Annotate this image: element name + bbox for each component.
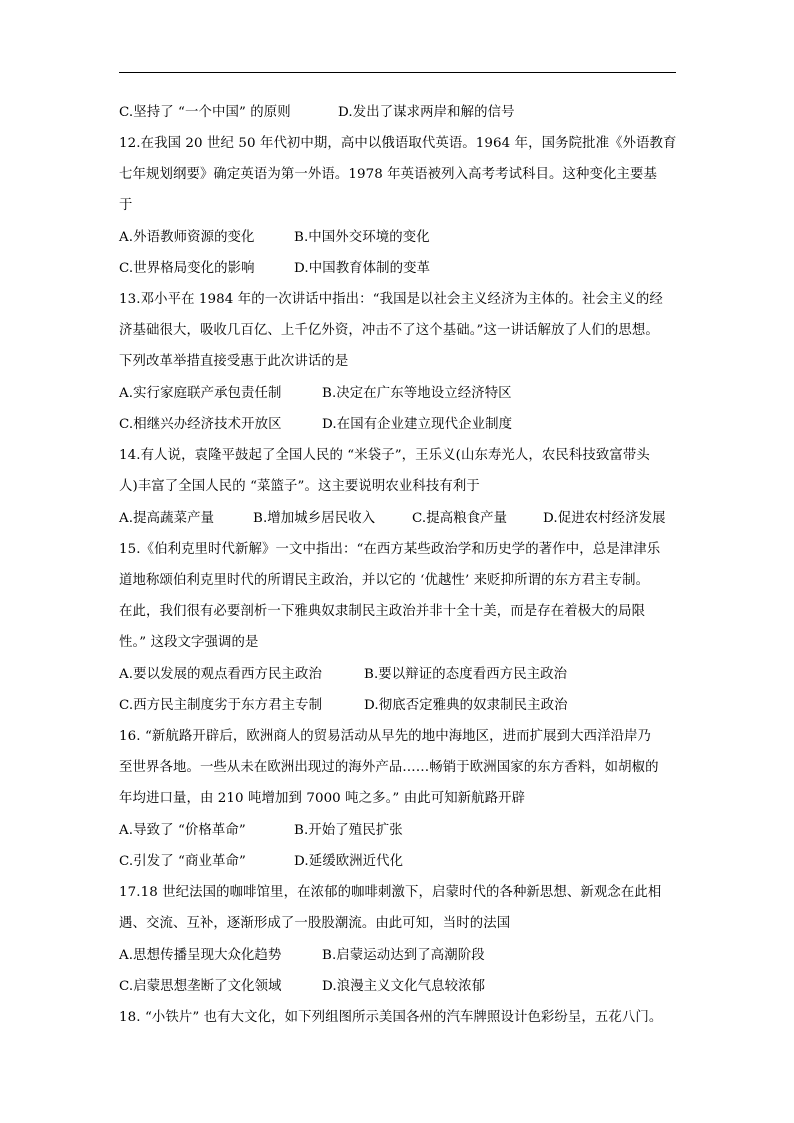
q13-stem-line-1: 13.邓小平在 1984 年的一次讲话中指出：“我国是以社会主义经济为主体的。社会主义的经 [119,292,663,307]
q14-option-b: B.增加城乡居民收入 [253,511,376,526]
q16-stem-line-3: 年均进口量，由 210 吨增加到 7000 吨之多。” 由此可知新航路开辟 [119,791,526,806]
q16-options-cd [119,854,679,870]
q12-stem-line-3: 于 [119,198,133,213]
q13-stem-line-3: 下列改革举措直接受惠于此次讲话的是 [119,354,349,369]
q14-options [119,511,679,527]
q14-option-d: D.促进农村经济发展 [543,511,666,526]
q15-option-c: C.西方民主制度劣于东方君主专制 [119,698,323,713]
q11-options-cd [119,105,679,121]
q15-stem-line-1: 15.《伯利克里时代新解》一文中指出：“在西方某些政治学和历史学的著作中，总是津津乐 [119,542,661,557]
q15-stem-line-4: 性。” 这段文字强调的是 [119,635,259,650]
q12-options-cd [119,261,679,277]
q12-stem-line-1: 12.在我国 20 世纪 50 年代初中期，高中以俄语取代英语。1964 年，国务院批准《外语教育 [119,136,677,151]
q18-stem-line-1: 18. “小铁片” 也有大文化，如下列组图所示美国各州的汽车牌照设计色彩纷呈，五花八门。 [119,1010,663,1025]
q17-option-d: D.浪漫主义文化气息较浓郁 [322,979,486,994]
q15-option-a: A.要以发展的观点看西方民主政治 [119,667,322,682]
q16-option-a: A.导致了 “价格革命” [119,823,246,838]
q17-options-ab [119,948,679,964]
q17-option-b: B.启蒙运动达到了高潮阶段 [322,948,485,963]
q12-option-b: B.中国外交环境的变化 [294,230,430,245]
q14-option-a: A.提高蔬菜产量 [119,511,215,526]
q15-options-cd [119,698,679,714]
q13-option-d: D.在国有企业建立现代企业制度 [322,417,513,432]
q12-option-d: D.中国教育体制的变革 [294,261,431,276]
q17-stem-line-1: 17.18 世纪法国的咖啡馆里，在浓郁的咖啡刺激下，启蒙时代的各种新思想、新观念在此相 [119,885,662,900]
q17-options-cd [119,979,679,995]
q16-stem-line-2: 至世界各地。一些从未在欧洲出现过的海外产品……畅销于欧洲国家的东方香料，如胡椒的 [119,760,659,775]
q16-options-ab [119,823,679,839]
q14-stem-line-2: 人)丰富了全国人民的 “菜篮子”。这主要说明农业科技有利于 [119,479,480,494]
q15-stem-line-3: 在此，我们很有必要剖析一下雅典奴隶制民主政治并非十全十美，而是存在着极大的局限 [119,604,646,619]
q14-stem-line-1: 14.有人说，袁隆平鼓起了全国人民的 “米袋子”，王乐义(山东寿光人，农民科技致富带头 [119,448,650,463]
q14-option-c: C.提高粮食产量 [412,511,508,526]
header-rule [119,72,676,73]
q16-option-c: C.引发了 “商业革命” [119,854,246,869]
q13-option-a: A.实行家庭联产承包责任制 [119,386,282,401]
q13-stem-line-2: 济基础很大，吸收几百亿、上千亿外资，冲击不了这个基础。”这一讲话解放了人们的思想。 [119,323,659,338]
q12-option-c: C.世界格局变化的影响 [119,261,255,276]
q12-stem-line-2: 七年规划纲要》确定英语为第一外语。1978 年英语被列入高考考试科目。这种变化主要基 [119,167,657,182]
q17-option-a: A.思想传播呈现大众化趋势 [119,948,282,963]
q16-option-d: D.延缓欧洲近代化 [294,854,404,869]
q11-option-c: C.坚持了 “一个中国” 的原则 [119,105,291,120]
q11-option-d: D.发出了谋求两岸和解的信号 [338,105,515,120]
q13-option-b: B.决定在广东等地设立经济特区 [322,386,512,401]
q15-stem-line-2: 道地称颂伯利克里时代的所谓民主政治，并以它的 ‘优越性’ 来贬抑所谓的东方君主专制。 [119,573,650,588]
q13-options-cd [119,417,679,433]
q13-option-c: C.相继兴办经济技术开放区 [119,417,282,432]
q16-stem-line-1: 16. “新航路开辟后，欧洲商人的贸易活动从早先的地中海地区，进而扩展到大西洋沿岸乃 [119,729,652,744]
q12-options-ab [119,230,679,246]
q12-option-a: A.外语教师资源的变化 [119,230,255,245]
q15-option-b: B.要以辩证的态度看西方民主政治 [364,667,568,682]
q13-options-ab [119,386,679,402]
q17-stem-line-2: 遇、交流、互补，逐渐形成了一股股潮流。由此可知，当时的法国 [119,916,511,931]
q15-options-ab [119,667,679,683]
q15-option-d: D.彻底否定雅典的奴隶制民主政治 [364,698,568,713]
q17-option-c: C.启蒙思想垄断了文化领域 [119,979,282,994]
q16-option-b: B.开始了殖民扩张 [294,823,403,838]
